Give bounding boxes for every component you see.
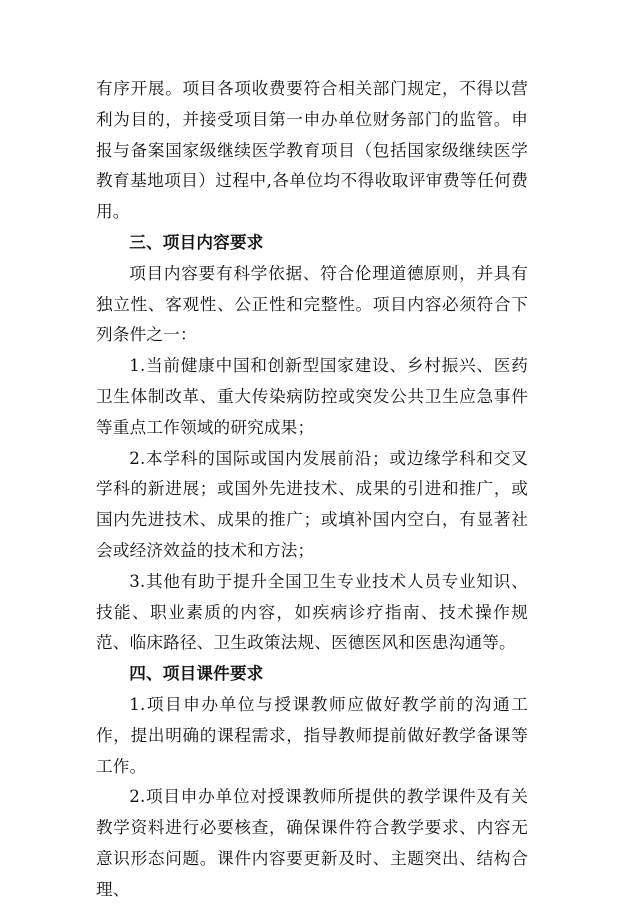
section-4-item-1: 1.项目申办单位与授课教师应做好教学前的沟通工作，提出明确的课程需求，指导教师提前做好教学备课等工作。: [96, 694, 528, 776]
intro-paragraph: 有序开展。项目各项收费要符合相关部门规定，不得以营利为目的，并接受项目第一申办单位财务部门的监管。申报与备案国家级继续医学教育项目（包括国家级继续医学教育基地项目）过程中,各单位均不得收取评审费等任何费用。: [96, 79, 528, 222]
section-3-lead-paragraph: 项目内容要有科学依据、符合伦理道德原则，并具有独立性、客观性、公正性和完整性。项目内容必须符合下列条件之一：: [96, 263, 528, 345]
section-3-item-1: 1.当前健康中国和创新型国家建设、乡村振兴、医药卫生体制改革、重大传染病防控或突发公共卫生应急事件等重点工作领域的研究成果；: [96, 356, 528, 437]
section-4-item-2: 2.项目申办单位对授课教师所提供的教学课件及有关教学资料进行必要核查，确保课件符合教学要求、内容无意识形态问题。课件内容要更新及时、主题突出、结构合理、: [96, 787, 528, 899]
section-4-heading: 四、项目课件要求: [129, 664, 264, 684]
section-3-item-3: 3.其他有助于提升全国卫生专业技术人员专业知识、技能、职业素质的内容，如疾病诊疗指南、技术操作规范、临床路径、卫生政策法规、医德医风和医患沟通等。: [96, 571, 528, 653]
document-body: [96, 74, 528, 906]
section-3-item-2: 2.本学科的国际或国内发展前沿；或边缘学科和交叉学科的新进展；或国外先进技术、成果的引进和推广，或国内先进技术、成果的推广；或填补国内空白，有显著社会或经济效益的技术和方法；: [96, 448, 528, 560]
section-3-heading: 三、项目内容要求: [129, 232, 264, 252]
